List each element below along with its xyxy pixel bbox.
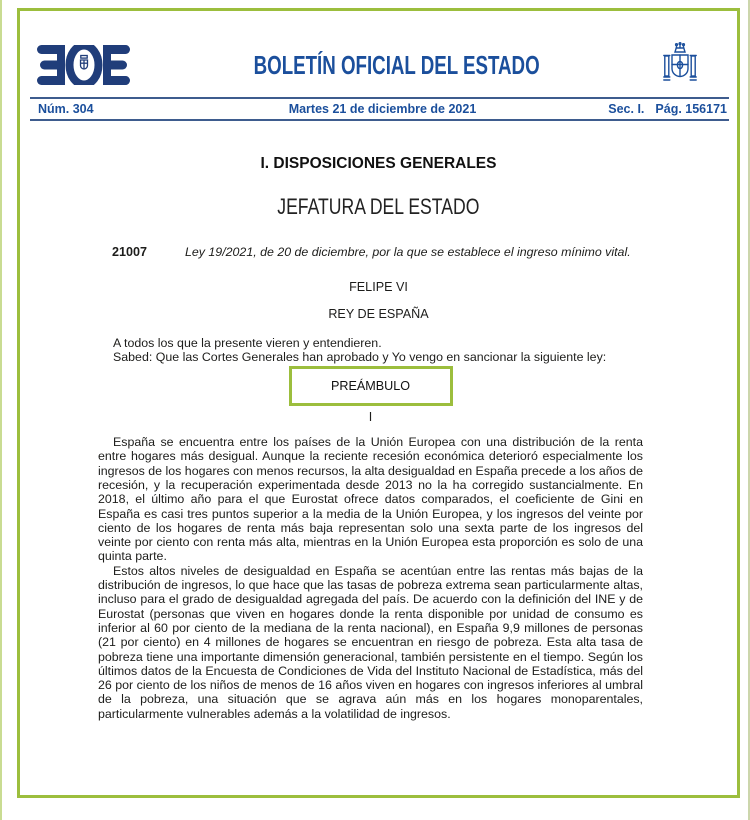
section-heading: I. DISPOSICIONES GENERALES <box>260 155 497 172</box>
salutation-paragraph: A todos los que la presente vieren y entendieren. <box>113 335 382 350</box>
section-label: Sec. I. <box>608 102 645 116</box>
issuing-body-heading <box>20 194 737 220</box>
viewport-edge-left <box>0 0 2 820</box>
boe-masthead <box>37 41 697 89</box>
preamble-paragraphs <box>98 435 643 721</box>
boe-logo-icon <box>37 45 130 85</box>
monarch-name: FELIPE VI <box>349 279 408 294</box>
issue-number-label: Núm. 304 <box>38 102 94 116</box>
page-number-label: Pág. 156171 <box>655 102 727 116</box>
preamble-part-numeral: I <box>368 410 373 425</box>
enactment-paragraph: Sabed: Que las Cortes Generales han aprobado y Yo vengo en sancionar la siguiente ley: <box>113 349 607 364</box>
disposition-number: 21007 <box>112 245 148 259</box>
preamble-paragraph: Estos altos niveles de desigualdad en España se acentúan entre las rentas más bajas de la distribución de ingresos, lo que hace que las tasas de pobreza extrema sean particularmente altas, incluso para el grado de desigualdad agregada del país. De acuerdo con la definición del INE y de Eurostat (personas que viven en hogares donde la renta disponible por unidad de consumo es inferior al 60 por ciento de la mediana de la renta nacional), en España 9,9 millones de personas (21 por ciento) en 4 millones de hogares se encuentran en riesgo de pobreza. Esta alta tasa de pobreza tiene una importante dimensión generacional, también persistente en el tiempo. Según los últimos datos de la Encuesta de Condiciones de Vida del Instituto Nacional de Estadística, más del 26 por ciento de los niños de menos de 16 años viven en hogares con ingresos inferiores al umbral de la pobreza, una situación que se agrava aún más en los hogares monoparentales, particularmente vulnerables además a la volatilidad de ingresos. <box>98 563 643 721</box>
preamble-highlight-box <box>289 366 453 406</box>
masthead-title <box>130 50 663 81</box>
disposition-title: Ley 19/2021, de 20 de diciembre, por la que se establece el ingreso mínimo vital. <box>185 245 631 259</box>
monarch-title: REY DE ESPAÑA <box>328 306 429 321</box>
section-page-label <box>608 102 727 116</box>
spain-coat-of-arms-icon <box>663 42 697 88</box>
header-rule-bottom <box>30 119 729 121</box>
date-label: Martes 21 de diciembre de 2021 <box>288 102 477 116</box>
preamble-paragraph: España se encuentra entre los países de la Unión Europea con una distribución de la renta entre hogares más desigual. Aunque la reciente recesión económica deterioró especialmente los ingresos de los hogares con menos recursos, la alta desigualdad en España precede a los años de recesión, y la recuperación experimentada desde 2013 no la ha corregido sustancialmente. En 2018, el último año para el que Eurostat ofrece datos comparados, el coeficiente de Gini en España es casi tres puntos superior a la media de la Unión Europea, y los ingresos del veinte por ciento de los hogares de renta más baja representan solo una sexta parte de los ingresos del veinte por ciento con renta más alta, mientras en la Unión Europea esta proporción es solo de una quinta parte. <box>98 435 643 564</box>
masthead-title-text: BOLETÍN OFICIAL DEL ESTADO <box>253 49 540 80</box>
issuing-body-text: JEFATURA DEL ESTADO <box>277 194 480 219</box>
document-body <box>98 336 643 722</box>
preamble-heading: PREÁMBULO <box>330 379 411 394</box>
header-meta-row <box>30 99 729 119</box>
document-page <box>17 8 740 798</box>
disposition-reference <box>112 245 640 260</box>
